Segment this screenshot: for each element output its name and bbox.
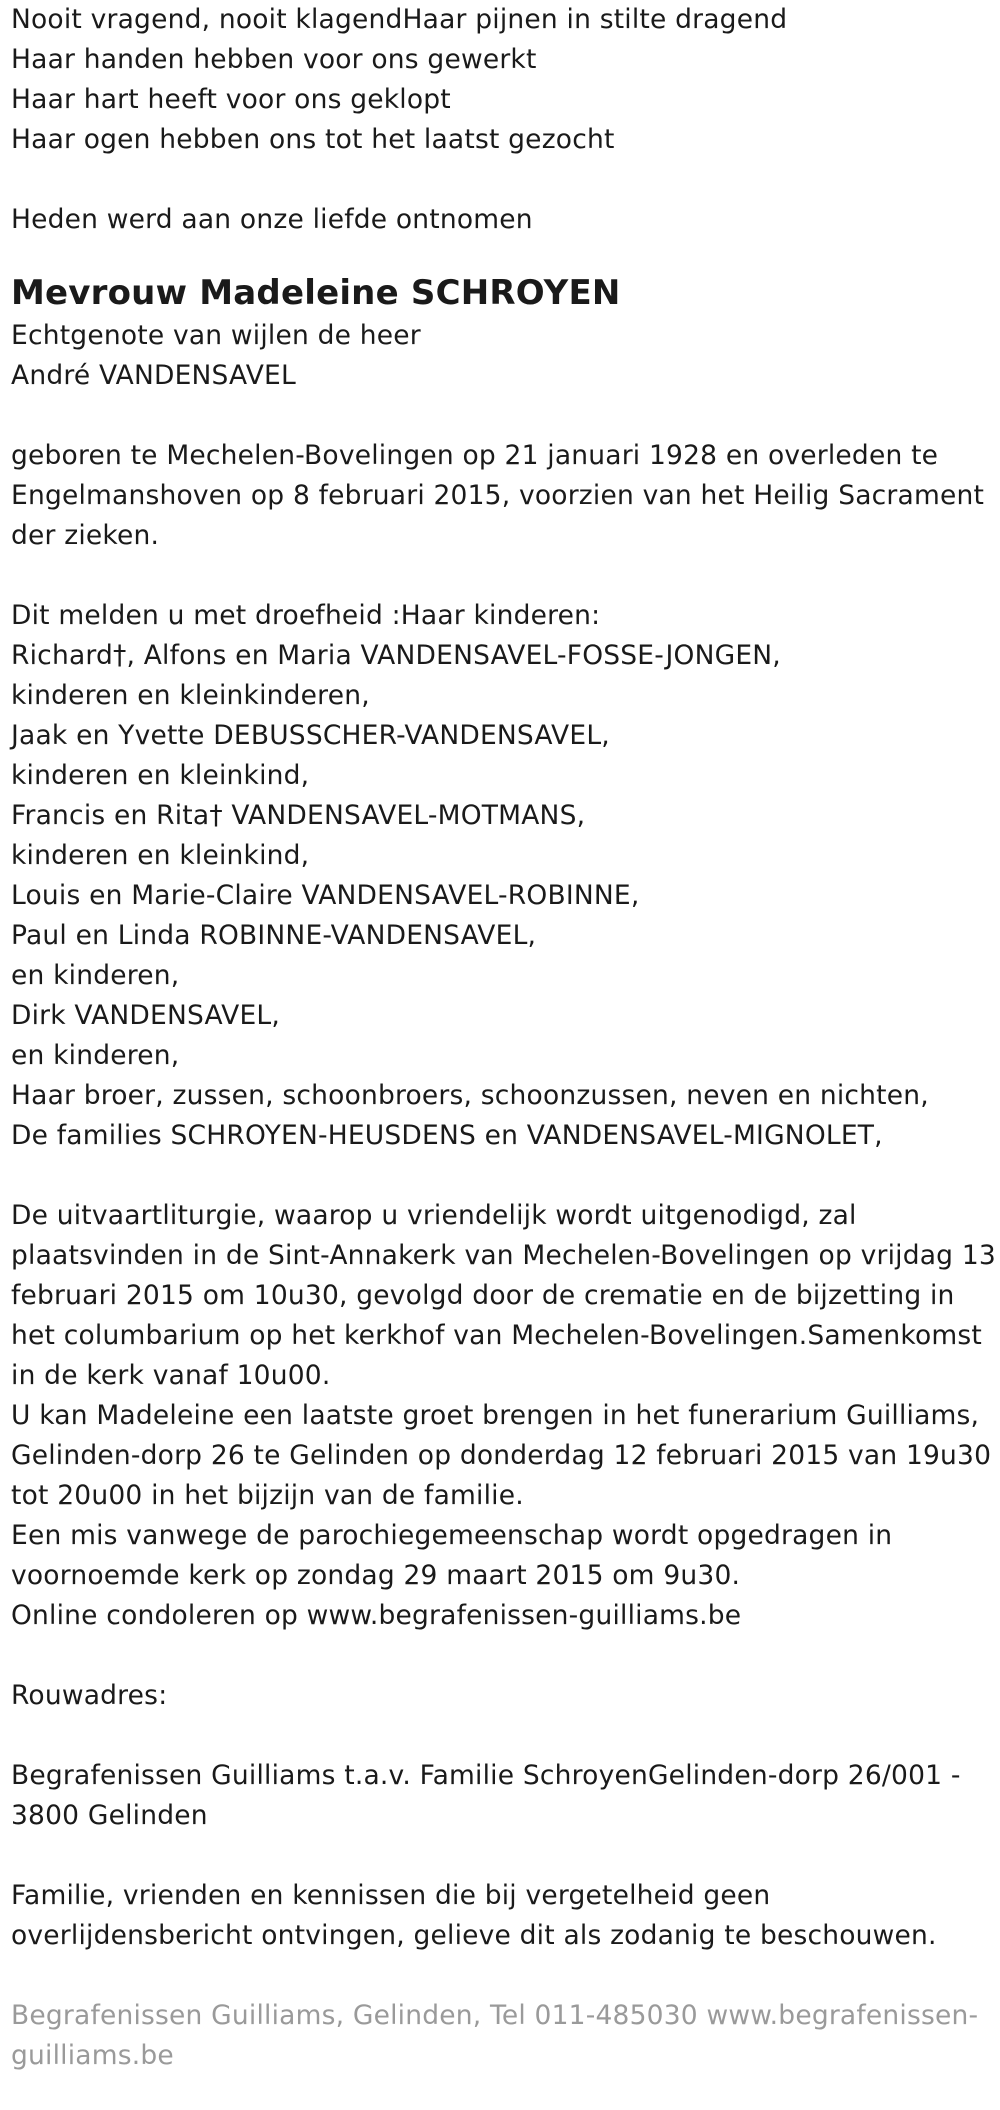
- poem-line: Haar ogen hebben ons tot het laatst gezocht: [11, 124, 615, 155]
- mourning-address: [11, 1756, 989, 1836]
- address-line: Begrafenissen Guilliams t.a.v. Familie SchroyenGelinden-dorp 26/001 -: [11, 1760, 961, 1791]
- poem-line: Haar handen hebben voor ons gewerkt: [11, 44, 537, 75]
- family-line: Dirk VANDENSAVEL,: [11, 1000, 280, 1031]
- spacer: [11, 1156, 989, 1196]
- paragraph-line: voornoemde kerk op zondag 29 maart 2015 om 9u30.: [11, 1560, 741, 1591]
- paragraph-line: plaatsvinden in de Sint-Annakerk van Mechelen-Bovelingen op vrijdag 13: [11, 1240, 996, 1271]
- paragraph-line: der zieken.: [11, 520, 160, 551]
- family-line: Dit melden u met droefheid :Haar kinderen:: [11, 600, 601, 631]
- family-line: kinderen en kleinkind,: [11, 840, 310, 871]
- paragraph-line: in de kerk vanaf 10u00.: [11, 1360, 331, 1391]
- deceased-name: Mevrouw Madeleine SCHROYEN: [11, 273, 621, 313]
- poem-line: Haar hart heeft voor ons geklopt: [11, 84, 451, 115]
- footer: [11, 1996, 989, 2076]
- birth-death-paragraph: [11, 436, 989, 556]
- paragraph-line: het columbarium op het kerkhof van Mechelen-Bovelingen.Samenkomst: [11, 1320, 982, 1351]
- family-line: De families SCHROYEN-HEUSDENS en VANDENSAVEL-MIGNOLET,: [11, 1120, 883, 1151]
- family-line: Francis en Rita† VANDENSAVEL-MOTMANS,: [11, 800, 586, 831]
- relation-line: Echtgenote van wijlen de heer: [11, 320, 421, 351]
- address-line: 3800 Gelinden: [11, 1800, 208, 1831]
- paragraph-line: Gelinden-dorp 26 te Gelinden op donderdag 12 februari 2015 van 19u30: [11, 1440, 992, 1471]
- footer-line: Begrafenissen Guilliams, Gelinden, Tel 011-485030 www.begrafenissen-: [11, 2000, 979, 2031]
- ceremony-paragraph: [11, 1196, 996, 1636]
- family-line: Haar broer, zussen, schoonbroers, schoonzussen, neven en nichten,: [11, 1080, 929, 1111]
- family-line: Paul en Linda ROBINNE-VANDENSAVEL,: [11, 920, 537, 951]
- family-line: en kinderen,: [11, 960, 180, 991]
- spacer: [11, 1956, 989, 1996]
- paragraph-line: Online condoleren op www.begrafenissen-guilliams.be: [11, 1600, 742, 1631]
- spacer: [11, 240, 989, 264]
- deceased-block: [11, 270, 989, 396]
- family-line: Jaak en Yvette DEBUSSCHER-VANDENSAVEL,: [11, 720, 610, 751]
- spacer: [11, 1636, 989, 1676]
- poem-line: Nooit vragend, nooit klagendHaar pijnen in stilte dragend: [11, 4, 788, 35]
- announcement: Heden werd aan onze liefde ontnomen: [11, 204, 533, 235]
- family-line: kinderen en kleinkinderen,: [11, 680, 370, 711]
- paragraph-line: De uitvaartliturgie, waarop u vriendelijk wordt uitgenodigd, zal: [11, 1200, 857, 1231]
- paragraph-line: overlijdensbericht ontvingen, gelieve dit als zodanig te beschouwen.: [11, 1920, 937, 1951]
- paragraph-line: geboren te Mechelen-Bovelingen op 21 januari 1928 en overleden te: [11, 440, 939, 471]
- paragraph-line: Familie, vrienden en kennissen die bij vergetelheid geen: [11, 1880, 771, 1911]
- family-line: en kinderen,: [11, 1040, 180, 1071]
- closing-paragraph: [11, 1876, 989, 1956]
- relation-line: André VANDENSAVEL: [11, 360, 296, 391]
- spacer: [11, 160, 989, 200]
- family-line: Richard†, Alfons en Maria VANDENSAVEL-FOSSE-JONGEN,: [11, 640, 781, 671]
- family-list: [11, 596, 989, 1156]
- paragraph-line: Een mis vanwege de parochiegemeenschap wordt opgedragen in: [11, 1520, 893, 1551]
- mourning-address-label: Rouwadres:: [11, 1680, 168, 1711]
- family-line: Louis en Marie-Claire VANDENSAVEL-ROBINNE,: [11, 880, 640, 911]
- spacer: [11, 1836, 989, 1876]
- poem: [11, 0, 989, 160]
- footer-line: guilliams.be: [11, 2040, 174, 2071]
- paragraph-line: februari 2015 om 10u30, gevolgd door de crematie en de bijzetting in: [11, 1280, 955, 1311]
- spacer: [11, 556, 989, 596]
- spacer: [11, 396, 989, 436]
- paragraph-line: tot 20u00 in het bijzijn van de familie.: [11, 1480, 524, 1511]
- family-line: kinderen en kleinkind,: [11, 760, 310, 791]
- paragraph-line: U kan Madeleine een laatste groet brengen in het funerarium Guilliams,: [11, 1400, 980, 1431]
- spacer: [11, 1716, 989, 1756]
- paragraph-line: Engelmanshoven op 8 februari 2015, voorzien van het Heilig Sacrament: [11, 480, 985, 511]
